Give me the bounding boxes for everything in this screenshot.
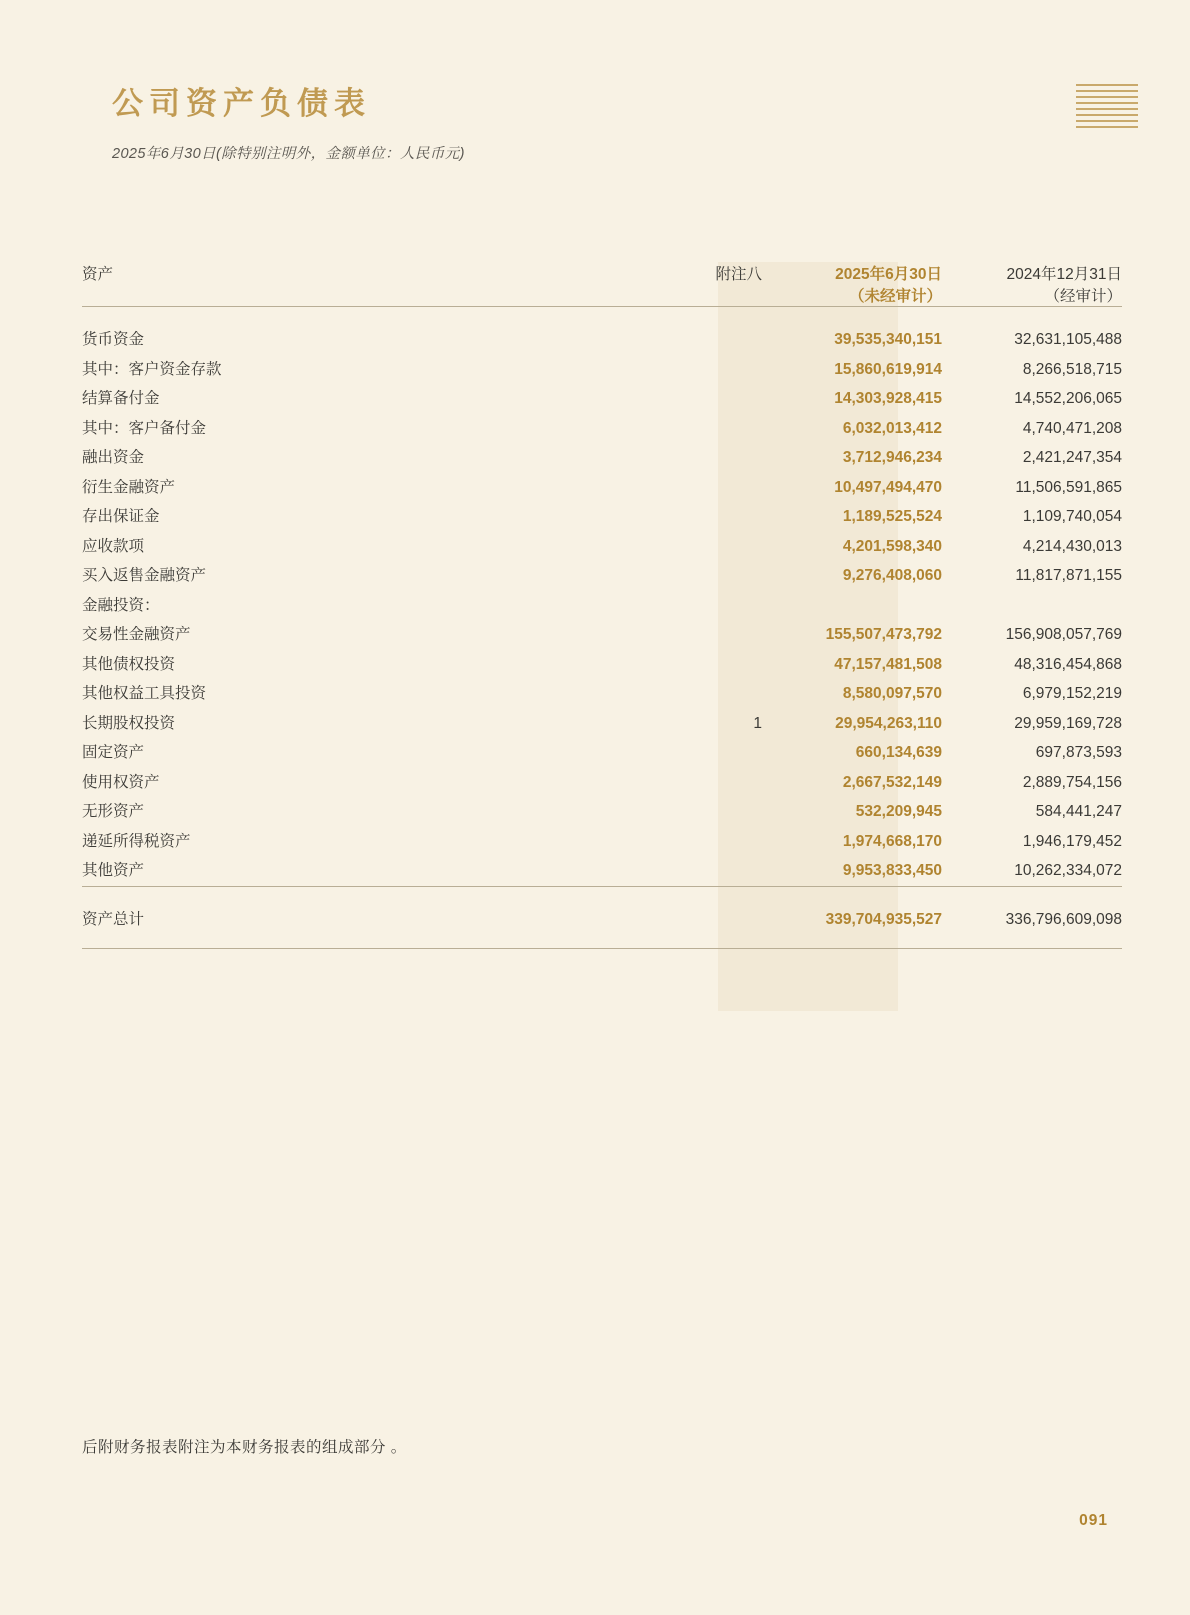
table-row: [82, 797, 1122, 827]
row-note: [612, 384, 762, 414]
row-label: 结算备付金: [82, 390, 160, 407]
row-label: 货币资金: [82, 331, 145, 348]
row-current-value: 3,712,946,234: [842, 449, 942, 466]
total-previous-value: 336,796,609,098: [1005, 910, 1122, 928]
row-label: 其中：客户备付金: [82, 419, 207, 437]
row-note: [612, 768, 762, 798]
row-previous-value: 48,316,454,868: [1014, 655, 1122, 673]
row-previous-value: [942, 591, 1122, 621]
row-previous-value: 8,266,518,715: [1022, 360, 1122, 378]
row-current-value: 8,580,097,570: [842, 685, 942, 702]
row-note: [612, 679, 762, 709]
row-label: 融出资金: [82, 449, 145, 466]
row-note: [612, 620, 762, 650]
row-label: 其中：客户资金存款: [82, 360, 222, 378]
table-row: [82, 384, 1122, 414]
table-mid-rule: [82, 886, 1122, 905]
row-current-value: 9,276,408,060: [842, 567, 942, 584]
row-note: [612, 473, 762, 503]
row-note: [612, 532, 762, 562]
row-current-value: 155,507,473,792: [825, 626, 942, 643]
row-previous-value: 4,740,471,208: [1022, 419, 1122, 437]
row-note: [612, 856, 762, 886]
total-current-value: 339,704,935,527: [825, 910, 942, 928]
row-label: 应收款项: [82, 537, 145, 555]
row-note: [612, 827, 762, 857]
row-current-value: 1,974,668,170: [842, 832, 942, 850]
row-previous-value: 14,552,206,065: [1014, 390, 1122, 407]
row-previous-value: 584,441,247: [1035, 803, 1122, 820]
row-previous-value: 6,979,152,219: [1022, 685, 1122, 702]
row-label: 其他资产: [82, 862, 145, 879]
row-label: 其他债权投资: [82, 655, 176, 673]
table-row: [82, 679, 1122, 709]
row-note: [612, 650, 762, 680]
table-row: [82, 561, 1122, 591]
row-note: [612, 443, 762, 473]
row-label: 长期股权投资: [82, 714, 176, 732]
header-current-date: 2025年6月30日: [835, 266, 942, 283]
row-previous-value: 2,421,247,354: [1022, 449, 1122, 466]
row-current-value: 10,497,494,470: [834, 478, 942, 496]
header-previous-audit: （经审计）: [1044, 288, 1122, 305]
row-note: [612, 591, 762, 621]
table-total-row: [82, 905, 1122, 935]
header-previous-date: 2024年12月31日: [1006, 266, 1122, 283]
page-title: 公司资产负债表: [112, 86, 371, 121]
table-row: [82, 443, 1122, 473]
table-row: [82, 355, 1122, 385]
row-current-value: 2,667,532,149: [842, 773, 942, 791]
table-row: [82, 591, 1122, 621]
header-assets-sub: [82, 284, 612, 307]
row-current-value: 39,535,340,151: [834, 331, 942, 348]
decorative-stripes: [1076, 84, 1138, 132]
table-body: [82, 307, 1122, 949]
total-note: [612, 905, 762, 935]
row-note: 1: [753, 714, 762, 732]
page-subtitle: 2025年6月30日(除特别注明外，金额单位：人民币元): [112, 146, 465, 162]
table-row: [82, 709, 1122, 739]
row-current-value: 47,157,481,508: [834, 655, 942, 673]
table-row: [82, 473, 1122, 503]
header-note: 附注八: [715, 266, 762, 283]
table-row: [82, 532, 1122, 562]
row-note: [612, 797, 762, 827]
row-note: [612, 738, 762, 768]
row-label: 无形资产: [82, 803, 145, 820]
header-assets: 资产: [82, 266, 114, 283]
row-previous-value: 697,873,593: [1035, 744, 1122, 761]
row-label: 衍生金融资产: [82, 478, 176, 496]
row-current-value: 15,860,619,914: [834, 360, 942, 378]
row-previous-value: 29,959,169,728: [1014, 714, 1122, 732]
balance-sheet-table: [82, 262, 1122, 949]
row-previous-value: 1,109,740,054: [1022, 508, 1122, 525]
row-note: [612, 325, 762, 355]
row-note: [612, 414, 762, 444]
row-label: 递延所得税资产: [82, 832, 191, 850]
row-current-value: 14,303,928,415: [834, 390, 942, 407]
header-current-audit: （未经审计）: [848, 288, 942, 305]
row-note: [612, 355, 762, 385]
row-current-value: [762, 591, 942, 621]
row-label: 存出保证金: [82, 508, 160, 525]
row-label: 金融投资：: [82, 596, 160, 614]
row-current-value: 9,953,833,450: [842, 862, 942, 879]
total-label: 资产总计: [82, 910, 145, 928]
row-current-value: 29,954,263,110: [835, 714, 942, 732]
row-previous-value: 10,262,334,072: [1014, 862, 1122, 879]
row-current-value: 532,209,945: [855, 803, 942, 820]
table-row: [82, 856, 1122, 886]
row-previous-value: 156,908,057,769: [1005, 626, 1122, 643]
table-row: [82, 738, 1122, 768]
table-bottom-rule: [82, 934, 1122, 949]
row-label: 使用权资产: [82, 773, 160, 791]
row-current-value: 660,134,639: [855, 744, 942, 761]
table-row: [82, 414, 1122, 444]
row-current-value: 4,201,598,340: [842, 537, 942, 555]
table-row: [82, 502, 1122, 532]
row-previous-value: 4,214,430,013: [1022, 537, 1122, 555]
table-row: [82, 768, 1122, 798]
row-label: 固定资产: [82, 744, 145, 761]
header-note-sub: [612, 284, 762, 307]
row-current-value: 1,189,525,524: [842, 508, 942, 525]
row-previous-value: 11,506,591,865: [1015, 478, 1122, 496]
row-previous-value: 32,631,105,488: [1014, 331, 1122, 348]
row-current-value: 6,032,013,412: [842, 419, 942, 437]
row-previous-value: 11,817,871,155: [1015, 567, 1122, 584]
row-previous-value: 2,889,754,156: [1022, 773, 1122, 791]
row-label: 交易性金融资产: [82, 626, 191, 643]
row-label: 买入返售金融资产: [82, 567, 207, 584]
table-row: [82, 827, 1122, 857]
row-previous-value: 1,946,179,452: [1022, 832, 1122, 850]
table-top-rule: [82, 307, 1122, 326]
page-number: 091: [1079, 1512, 1108, 1529]
row-label: 其他权益工具投资: [82, 685, 207, 702]
row-note: [612, 502, 762, 532]
row-note: [612, 561, 762, 591]
table-row: [82, 325, 1122, 355]
footnote-text: 后附财务报表附注为本财务报表的组成部分 。: [82, 1439, 407, 1456]
table-row: [82, 650, 1122, 680]
balance-sheet-table-wrapper: [82, 262, 1122, 949]
table-row: [82, 620, 1122, 650]
table-header: [82, 262, 1122, 307]
